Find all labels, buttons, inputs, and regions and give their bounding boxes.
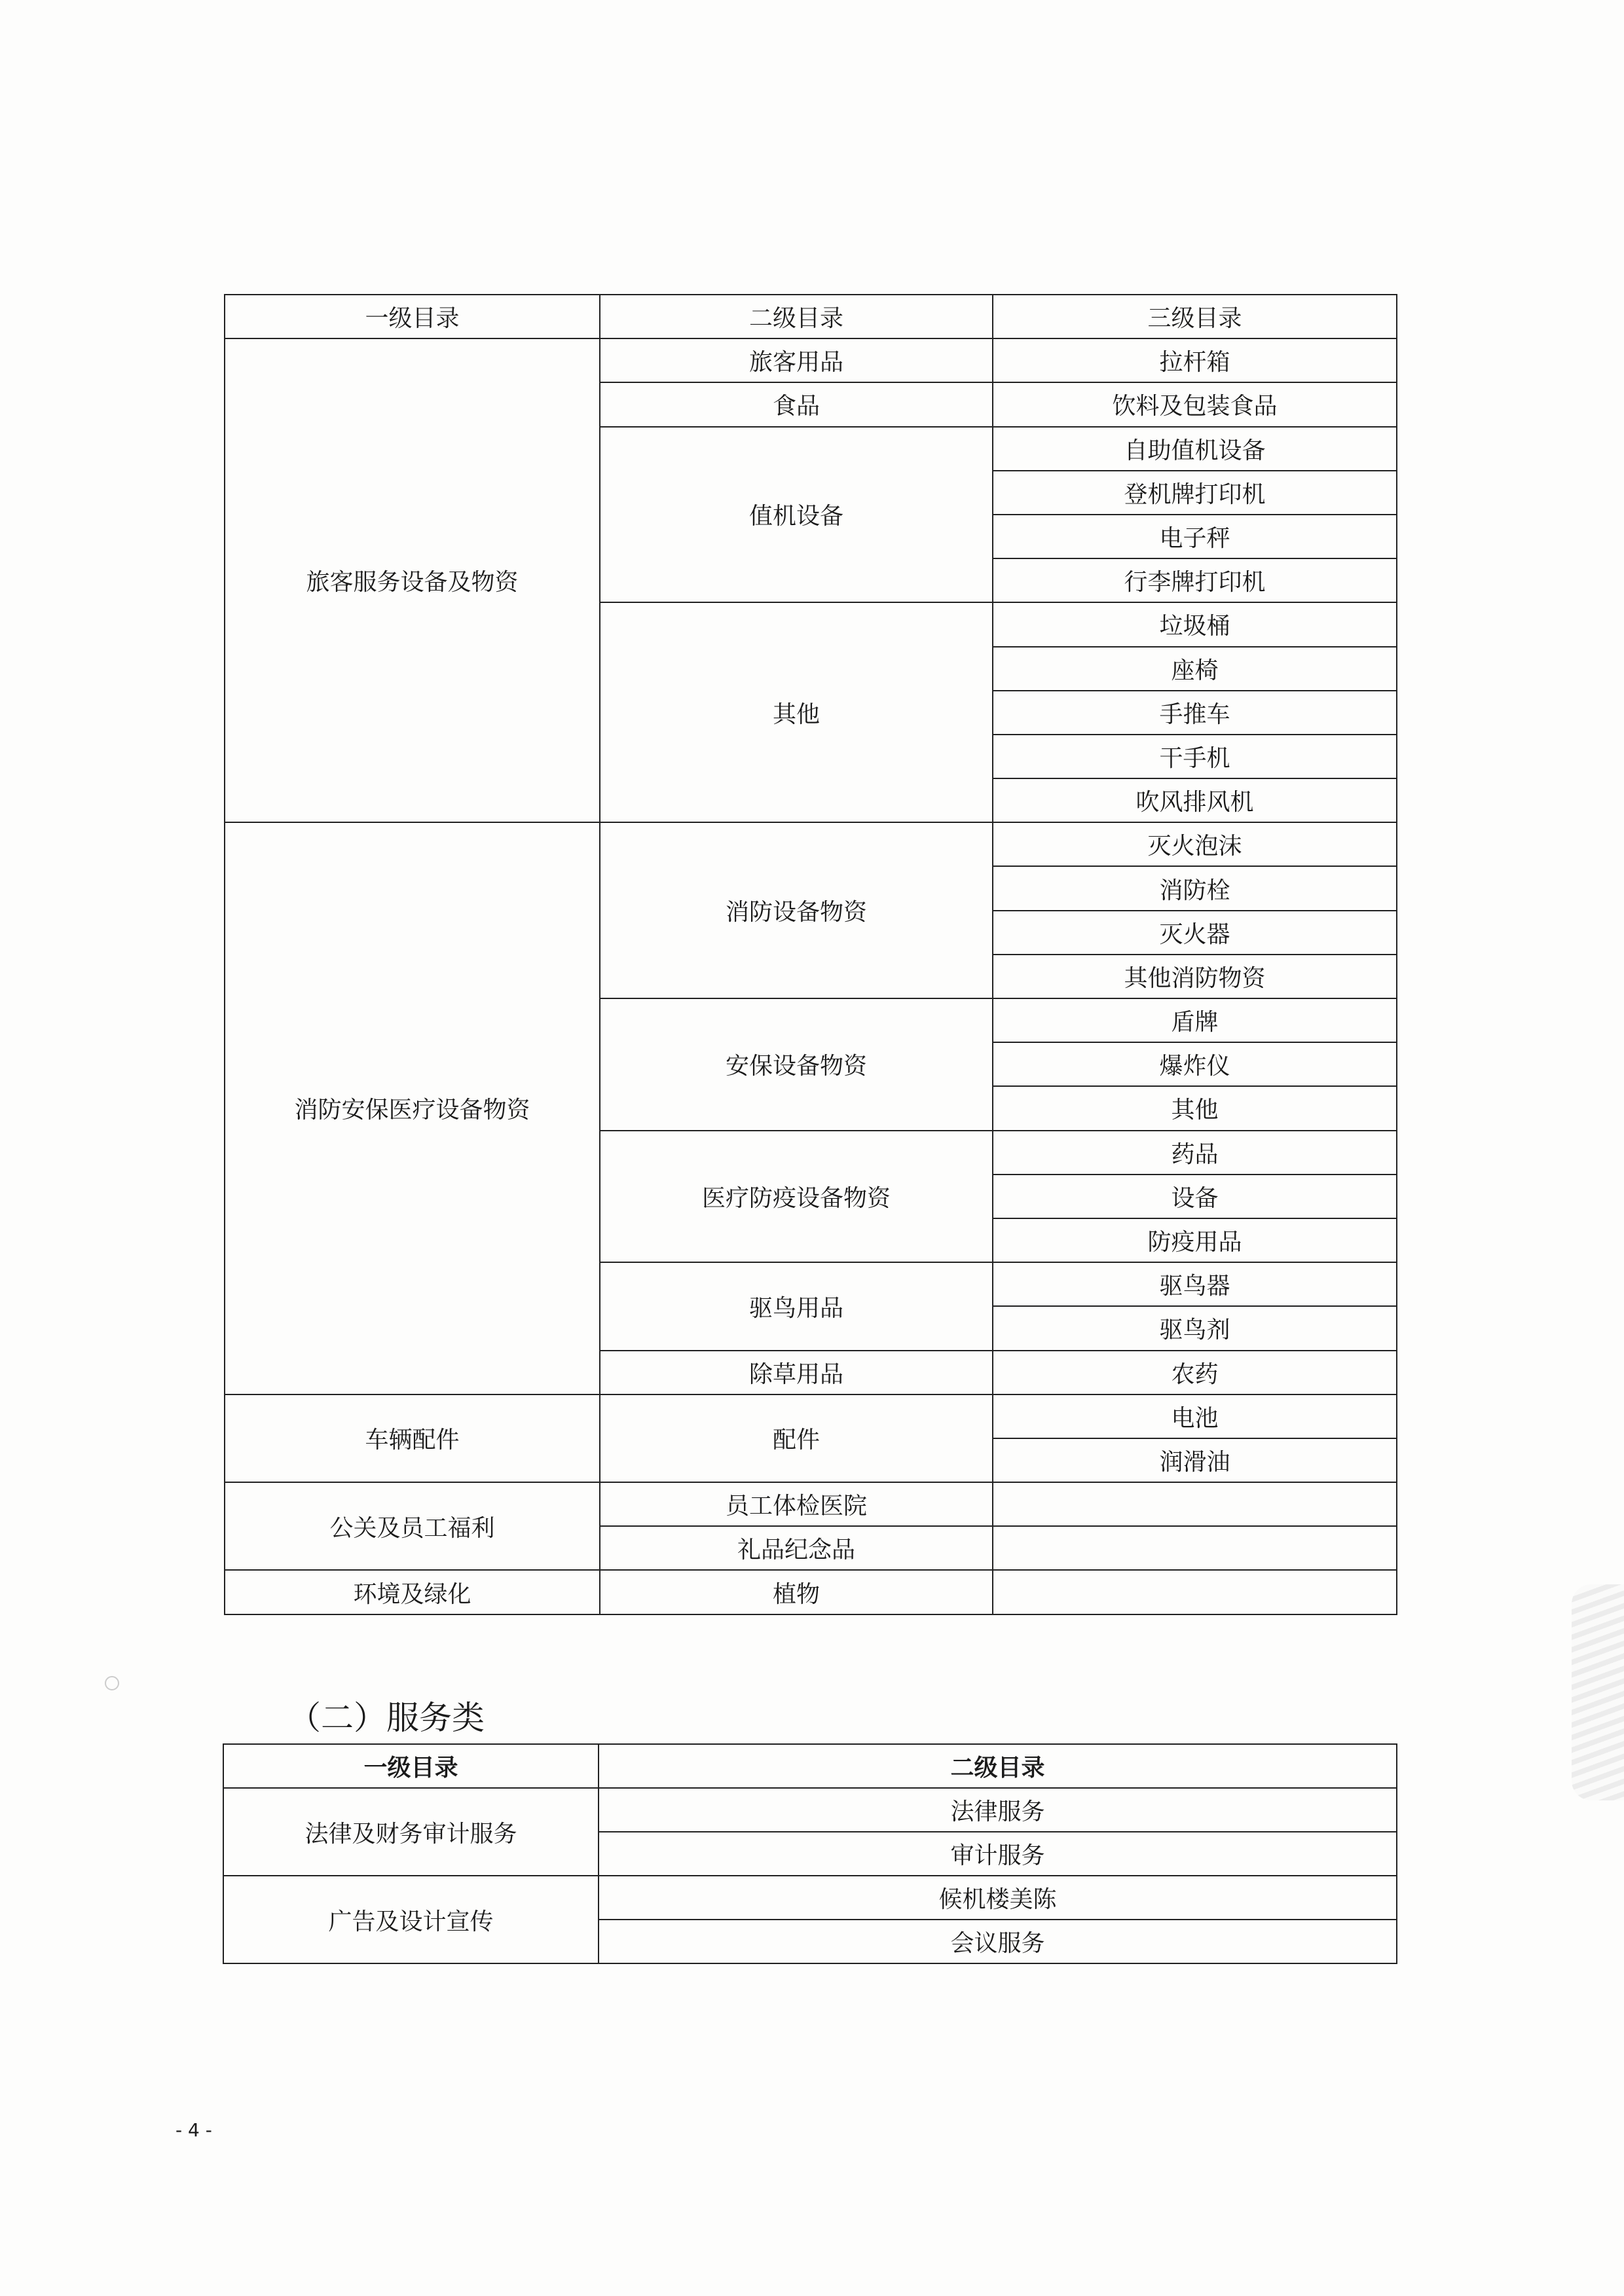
- table-row: [223, 1788, 1397, 1832]
- goods-catalog-body: [225, 338, 1397, 1614]
- level2-cell: 会议服务: [599, 1920, 1397, 1963]
- level2-cell: 配件: [600, 1394, 993, 1482]
- level3-cell: 拉杆箱: [993, 338, 1397, 382]
- level3-cell: 防疫用品: [993, 1218, 1397, 1262]
- level2-cell: 候机楼美陈: [599, 1876, 1397, 1920]
- level2-cell: 食品: [600, 382, 993, 426]
- level2-cell: 驱鸟用品: [600, 1262, 993, 1350]
- level3-cell: 座椅: [993, 647, 1397, 691]
- punch-hole-mark: [105, 1676, 119, 1690]
- level1-cell: 消防安保医疗设备物资: [225, 822, 600, 1394]
- level3-cell: 自助值机设备: [993, 427, 1397, 471]
- level3-cell: 消防栓: [993, 866, 1397, 910]
- level2-cell: 医疗防疫设备物资: [600, 1131, 993, 1263]
- level3-cell: 驱鸟剂: [993, 1306, 1397, 1350]
- level3-cell: [993, 1570, 1397, 1614]
- table-header-row: [225, 295, 1397, 338]
- level2-cell: 法律服务: [599, 1788, 1397, 1832]
- level3-cell: 灭火泡沫: [993, 822, 1397, 866]
- level3-cell: 电池: [993, 1394, 1397, 1438]
- level2-cell: 值机设备: [600, 427, 993, 603]
- goods-catalog-table: [224, 294, 1397, 1615]
- level3-cell: 电子秤: [993, 515, 1397, 558]
- level1-cell: 公关及员工福利: [225, 1482, 600, 1570]
- level3-cell: 润滑油: [993, 1438, 1397, 1482]
- services-catalog-body: [223, 1788, 1397, 1963]
- level3-cell: 灭火器: [993, 911, 1397, 955]
- level3-cell: 农药: [993, 1351, 1397, 1394]
- page-number: - 4 -: [175, 2119, 212, 2141]
- level3-cell: 药品: [993, 1131, 1397, 1175]
- table-row: [225, 822, 1397, 866]
- level2-cell: 其他: [600, 602, 993, 822]
- section-title-services: （二）服务类: [288, 1699, 485, 1737]
- level3-cell: 干手机: [993, 735, 1397, 778]
- table-row: [225, 338, 1397, 382]
- seal-stamp-fragment: [1572, 1584, 1624, 1800]
- level2-cell: 旅客用品: [600, 338, 993, 382]
- level3-cell: 爆炸仪: [993, 1042, 1397, 1086]
- level3-cell: 饮料及包装食品: [993, 382, 1397, 426]
- table-row: [225, 1394, 1397, 1438]
- level3-cell: [993, 1526, 1397, 1570]
- table-row: [225, 1570, 1397, 1614]
- level3-cell: 设备: [993, 1175, 1397, 1218]
- level3-cell: [993, 1482, 1397, 1526]
- level3-cell: 吹风排风机: [993, 778, 1397, 822]
- table-row: [223, 1876, 1397, 1920]
- level3-cell: 其他消防物资: [993, 955, 1397, 998]
- level3-cell: 驱鸟器: [993, 1262, 1397, 1306]
- level1-cell: 广告及设计宣传: [223, 1876, 599, 1963]
- level2-cell: 礼品纪念品: [600, 1526, 993, 1570]
- level3-cell: 其他: [993, 1086, 1397, 1130]
- level3-cell: 行李牌打印机: [993, 558, 1397, 602]
- level3-cell: 垃圾桶: [993, 602, 1397, 646]
- header-level3: 三级目录: [993, 295, 1397, 338]
- level1-cell: 旅客服务设备及物资: [225, 338, 600, 822]
- level1-cell: 法律及财务审计服务: [223, 1788, 599, 1876]
- header-level1: 一级目录: [223, 1744, 599, 1788]
- services-catalog-table: [223, 1743, 1397, 1964]
- table-header-row: [223, 1744, 1397, 1788]
- header-level1: 一级目录: [225, 295, 600, 338]
- level3-cell: 登机牌打印机: [993, 471, 1397, 515]
- header-level2: 二级目录: [600, 295, 993, 338]
- level3-cell: 盾牌: [993, 998, 1397, 1042]
- table-row: [225, 1482, 1397, 1526]
- level2-cell: 除草用品: [600, 1351, 993, 1394]
- level2-cell: 员工体检医院: [600, 1482, 993, 1526]
- level2-cell: 消防设备物资: [600, 822, 993, 998]
- header-level2: 二级目录: [599, 1744, 1397, 1788]
- level2-cell: 植物: [600, 1570, 993, 1614]
- level1-cell: 环境及绿化: [225, 1570, 600, 1614]
- level1-cell: 车辆配件: [225, 1394, 600, 1482]
- level3-cell: 手推车: [993, 691, 1397, 735]
- level2-cell: 审计服务: [599, 1832, 1397, 1876]
- level2-cell: 安保设备物资: [600, 998, 993, 1131]
